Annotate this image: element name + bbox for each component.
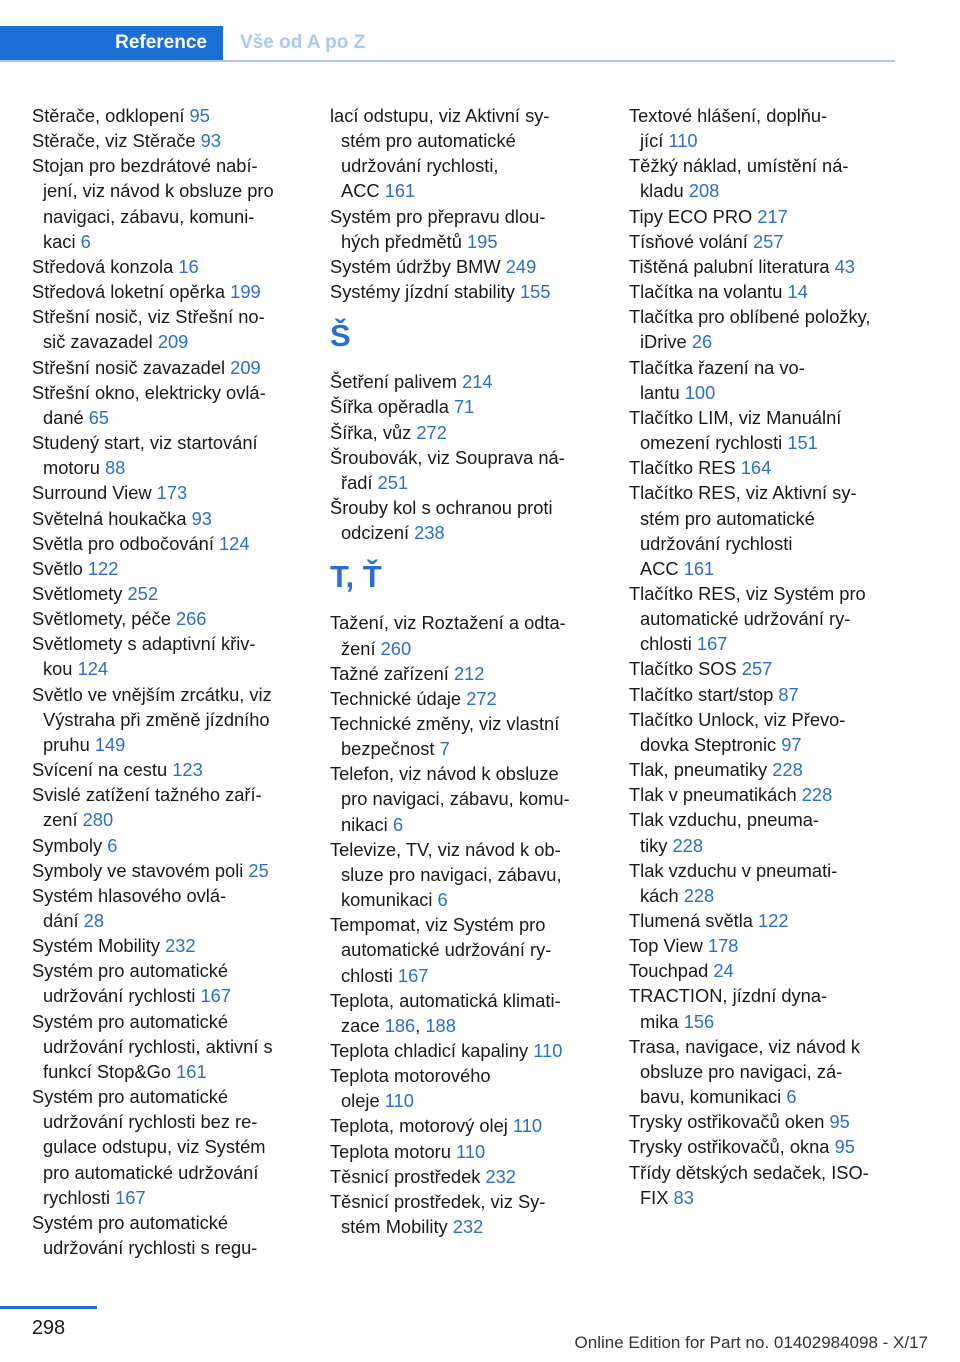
index-entry: Technické údaje 272 [330,687,497,709]
index-entry: Tempomat, viz Systém pro automatické udržování ry- chlosti 167 [330,914,552,986]
index-entry: Tísňové volání 257 [629,230,784,252]
index-entry: Tlačítka na volantu 14 [629,281,808,303]
page-reference-link[interactable]: 149 [94,733,126,755]
index-entry: Tipy ECO PRO 217 [629,205,788,227]
page-reference-link[interactable]: 65 [88,406,110,428]
page-reference-link[interactable]: 272 [416,421,447,443]
index-entry: Tlak v pneumatikách 228 [629,784,833,806]
index-entry: Tištěná palubní literatura 43 [629,255,855,277]
index-entry: Světelná houkačka 93 [32,507,212,529]
page-reference-link[interactable]: 228 [683,884,715,906]
edition-info: Online Edition for Part no. 01402984098 - X/17 [574,1333,928,1352]
page-reference-link[interactable]: 199 [230,281,261,303]
page-number: 298 [31,1317,66,1339]
footer-divider [0,1306,97,1309]
index-entry: Teplota motoru 110 [330,1140,486,1162]
index-entry: Systémy jízdní stability 155 [330,281,551,303]
index-entry: Tlačítko RES, viz Systém pro automatické udržování ry- chlosti 167 [629,582,866,655]
index-entry: Tlak vzduchu v pneumati- kách 228 [629,859,838,906]
index-entry: Systém údržby BMW 249 [330,255,537,277]
page-reference-link[interactable]: 212 [453,662,485,684]
page-reference-link[interactable]: 161 [176,1060,207,1082]
page-reference-link[interactable]: 97 [781,733,802,755]
index-entry: Touchpad 24 [629,960,734,982]
index-entry: Šířka opěradla 71 [330,396,475,418]
page-reference-link[interactable]: 6 [80,230,91,252]
page-reference-link[interactable]: 100 [684,381,716,403]
index-entry: Teplota, motorový olej 110 [330,1115,543,1137]
index-entry: Svícení na cestu 123 [32,759,203,781]
index-entry: Systém Mobility 232 [32,935,196,957]
page-reference-link[interactable]: 14 [787,281,808,303]
page-reference-link[interactable]: 110 [456,1140,486,1162]
page-reference-link[interactable]: 188 [425,1014,456,1036]
index-column-3 [629,103,897,1210]
page-reference-link[interactable]: 95 [189,105,210,126]
index-entry: Šrouby kol s ochranou proti odcizení 238 [330,497,553,544]
page-reference-link[interactable]: 167 [115,1186,146,1208]
header-divider [0,60,895,62]
index-entry: Systém pro přepravu dlou- hých předmětů 195 [330,205,546,252]
page-reference-link[interactable]: 257 [741,658,773,680]
page-reference-link[interactable]: 95 [829,1111,850,1133]
page-reference-link[interactable]: 155 [519,281,551,303]
index-entry: Stojan pro bezdrátové nabí- jení, viz návod k obsluze pro navigaci, zábavu, komuni- kaci 6 [32,155,274,252]
index-entry: Šířka, vůz 272 [330,421,447,443]
index-entry: Šroubovák, viz Souprava ná- řadí 251 [330,446,565,493]
index-entry: Systém pro automatické udržování rychlosti 167 [32,960,232,1007]
index-entry: Střešní nosič zavazadel 209 [32,356,261,378]
page-reference-link[interactable]: 260 [380,637,412,659]
index-entry: Střešní okno, elektricky ovlá- dané 65 [32,381,266,428]
page-reference-link[interactable]: 232 [452,1216,484,1238]
index-entry: Tažné zařízení 212 [330,662,485,684]
index-entry: Tlumená světla 122 [629,910,789,931]
page-reference-link[interactable]: 214 [462,371,493,393]
page-reference-link[interactable]: 228 [672,834,704,856]
page-reference-link[interactable]: 123 [172,759,203,781]
page-reference-link[interactable]: 186 [384,1014,416,1036]
page-reference-link[interactable]: 6 [786,1086,797,1108]
page-reference-link[interactable]: 164 [740,457,772,479]
index-entry: Středová konzola 16 [32,255,199,277]
index-entry: Světlomety, péče 266 [32,608,207,630]
index-column-1 [32,103,294,1260]
page-reference-link[interactable]: 26 [691,331,713,353]
page-reference-link[interactable]: 87 [778,683,799,705]
index-entry: Tlačítko RES 164 [629,457,772,479]
page-reference-link[interactable]: 110 [512,1115,543,1137]
index-entry: Systém pro automatické udržování rychlosti, aktivní s funkcí Stop&Go 161 [32,1010,273,1082]
page-reference-link[interactable]: 124 [219,532,250,554]
page-reference-link[interactable]: 6 [437,889,448,911]
page-reference-link[interactable]: 88 [104,457,126,479]
index-entry: Svislé zatížení tažného zaří- zení 280 [32,784,262,831]
page-reference-link[interactable]: 25 [248,859,269,881]
page-reference-link[interactable]: 195 [467,230,498,252]
index-entry: Stěrače, odklopení 95 [32,105,210,126]
index-entry: Tlačítka řazení na vo- lantu 100 [629,356,805,403]
page-reference-link[interactable]: 208 [688,180,720,202]
page-reference-link[interactable]: 252 [127,582,159,604]
page-reference-link[interactable]: 122 [758,910,789,931]
page-reference-link[interactable]: 122 [87,557,119,579]
index-column-2 [330,103,592,1239]
page-reference-link[interactable]: 232 [485,1165,516,1187]
index-entry: Světlo 122 [32,557,119,579]
index-entry: Světlo ve vnějším zrcátku, viz Výstraha při změně jízdního pruhu 149 [32,683,272,755]
index-entry: Střešní nosič, viz Střešní no- sič zavazadel 209 [32,306,265,353]
index-entry: Teplota motorového oleje 110 [330,1065,491,1112]
page-reference-link[interactable]: 167 [696,633,728,655]
page-reference-link[interactable]: 161 [384,180,416,202]
page-reference-link[interactable]: 228 [772,759,803,781]
page-reference-link[interactable]: 167 [200,985,232,1007]
page-reference-link[interactable]: 173 [156,482,188,504]
index-entry: Světlomety s adaptivní křiv- kou 124 [32,633,256,680]
page-reference-link[interactable]: 280 [82,809,114,831]
page-reference-link[interactable]: 6 [107,834,118,856]
index-entry: Trasa, navigace, viz návod k obsluze pro navigaci, zá- bavu, komunikaci 6 [629,1035,860,1108]
tab-all-a-z[interactable]: Vše od A po Z [240,32,366,53]
page-reference-link[interactable]: 251 [377,471,409,493]
index-letter-heading: Š [330,318,351,354]
page-reference-link[interactable]: 110 [668,130,698,152]
index-entry: Systém hlasového ovlá- dání 28 [32,884,227,931]
page-reference-link[interactable]: 83 [673,1186,694,1208]
index-entry: Surround View 173 [32,482,188,504]
page-reference-link[interactable]: 228 [801,784,833,806]
index-entry: Těžký náklad, umístění ná- kladu 208 [629,155,849,202]
page-reference-link[interactable]: 6 [392,813,403,835]
index-entry: Teplota, automatická klimati- zace 186, 188 [330,989,561,1036]
index-entry: Teplota chladicí kapaliny 110 [330,1040,563,1061]
page-reference-link[interactable]: 71 [453,396,475,418]
index-entry: Telefon, viz návod k obsluze pro navigaci, zábavu, komu- nikaci 6 [330,763,570,835]
index-entry: Tlačítka pro oblíbené položky, iDrive 26 [629,306,871,353]
page-reference-link[interactable]: 43 [834,255,855,277]
index-entry: Středová loketní opěrka 199 [32,281,261,303]
index-entry: Systém pro automatické udržování rychlosti bez re- gulace odstupu, viz Systém pro automatické udržování rychlosti 167 [32,1086,266,1208]
page-reference-link[interactable]: 156 [683,1010,715,1032]
index-entry: Světlomety 252 [32,582,159,604]
index-entry: Tlak vzduchu, pneuma- tiky 228 [629,809,820,856]
index-entry: Symboly ve stavovém poli 25 [32,859,269,881]
page-reference-link[interactable]: 257 [752,230,784,252]
index-entry: Těsnicí prostředek 232 [330,1165,516,1187]
page-reference-link[interactable]: 209 [157,331,189,353]
index-entry: Světla pro odbočování 124 [32,532,250,554]
index-entry: Šetření palivem 214 [330,371,493,393]
page-reference-link[interactable]: 167 [397,964,429,986]
index-entry: Trysky ostřikovačů oken 95 [629,1111,850,1133]
index-entry: Tlačítko Unlock, viz Převo- dovka Steptronic 97 [629,708,846,755]
page-reference-link[interactable]: 238 [414,522,445,544]
index-entry-continued: lací odstupu, viz Aktivní sy- stém pro automatické udržování rychlosti, ACC 161 [330,105,550,202]
index-entry: Tlak, pneumatiky 228 [629,759,803,781]
index-entry: Top View 178 [629,935,739,957]
index-entry: Textové hlášení, doplňu- jící 110 [629,105,828,152]
page-reference-link[interactable]: 249 [505,255,537,277]
page-reference-link[interactable]: 93 [191,507,212,529]
page-reference-link[interactable]: 161 [683,557,715,579]
page-reference-link[interactable]: 217 [757,205,788,227]
index-entry: Tlačítko SOS 257 [629,658,773,680]
page-reference-link[interactable]: 110 [384,1090,414,1112]
index-entry: Tlačítko RES, viz Aktivní sy- stém pro automatické udržování rychlosti ACC 161 [629,482,857,579]
index-entry: TRACTION, jízdní dyna- mika 156 [629,985,828,1032]
index-entry: Třídy dětských sedaček, ISO- FIX 83 [629,1161,869,1208]
page-reference-link[interactable]: 7 [439,738,450,760]
index-entry: Technické změny, viz vlastní bezpečnost 7 [330,712,560,760]
page-reference-link[interactable]: 232 [165,935,196,957]
top-navigation-bar [0,26,895,62]
page-reference-link[interactable]: 24 [713,960,734,982]
page-reference-link[interactable]: 151 [787,432,818,454]
index-entry: Stěrače, viz Stěrače 93 [32,130,222,152]
page-reference-link[interactable]: 266 [175,608,207,630]
page-reference-link[interactable]: 16 [178,255,199,277]
page-reference-link[interactable]: 178 [707,935,739,957]
index-entry: Těsnicí prostředek, viz Sy- stém Mobility 232 [330,1190,546,1238]
index-entry: Systém pro automatické udržování rychlosti s regu- [32,1211,258,1259]
index-letter-heading: T, Ť [330,559,382,595]
index-entry: Tlačítko LIM, viz Manuální omezení rychlosti 151 [629,406,842,454]
index-entry: Tlačítko start/stop 87 [629,683,799,705]
index-entry: Studený start, viz startování motoru 88 [32,432,258,479]
index-entry: Symboly 6 [32,834,118,856]
index-entry: Televize, TV, viz návod k ob- sluze pro navigaci, zábavu, komunikaci 6 [330,838,562,911]
page-reference-link[interactable]: 110 [533,1040,563,1061]
page-reference-link[interactable]: 95 [834,1136,855,1158]
page-reference-link[interactable]: 272 [466,687,497,709]
page-reference-link[interactable]: 209 [230,356,261,378]
index-entry: Trysky ostřikovačů, okna 95 [629,1136,855,1158]
page-reference-link[interactable]: 28 [83,910,105,931]
page-reference-link[interactable]: 93 [200,130,222,152]
tab-reference[interactable]: Reference [0,26,223,60]
index-entry: Tažení, viz Roztažení a odta- žení 260 [330,612,566,659]
page-reference-link[interactable]: 124 [77,658,109,680]
